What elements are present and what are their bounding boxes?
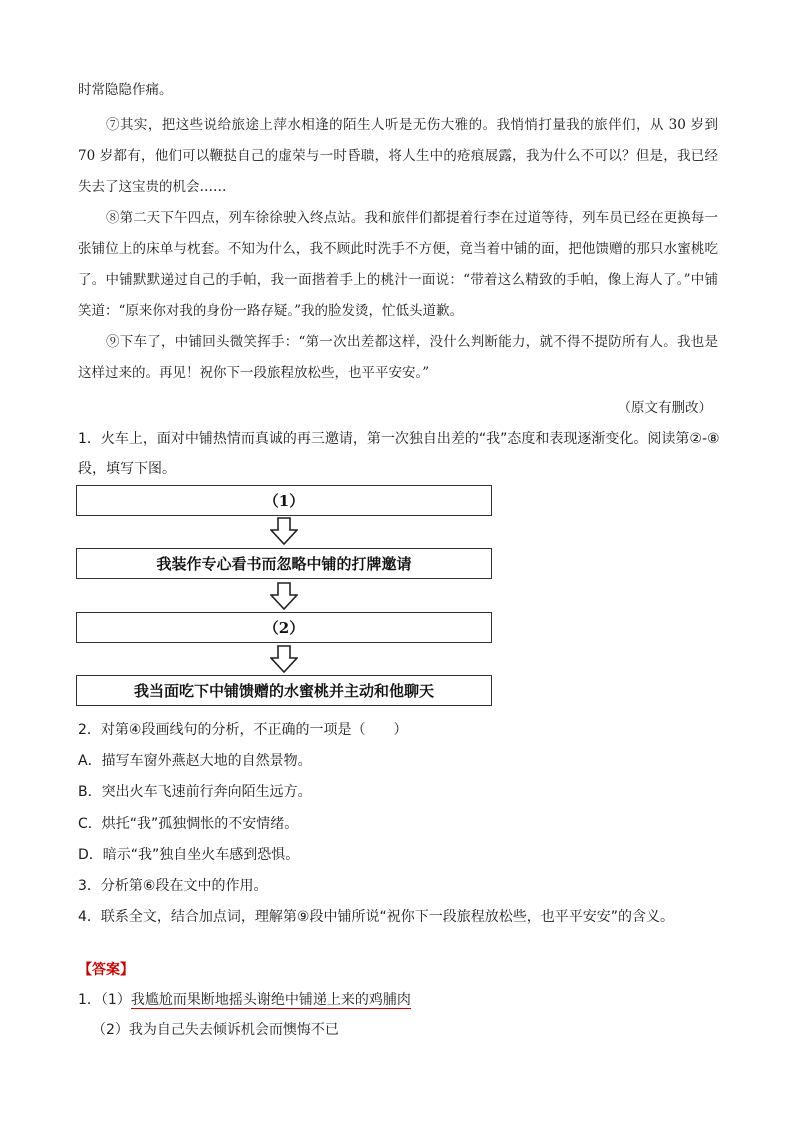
source-note: （原文有删改） [617,400,712,416]
passage-paragraph-9: ⑨下车了，中铺回头微笑挥手：“第一次出差都这样，没什么判断能力，就不得不提防所有人。我也是这样过来的。再见！祝你下一段旅程放松些，也平平安安。” [78,334,718,381]
passage-paragraph-8: ⑧第二天下午四点，列车徐徐驶入终点站。我和旅伴们都提着行李在过道等待，列车员已经在更换每一张铺位上的床单与枕套。不知为什么，我不顾此时洗手不方便，竟当着中铺的面，把他馈赠的那只水蜜桃吃了。中铺默默递过自己的手帕，我一面揩着手上的桃汁一面说：“带着这么精致的手帕，像上海人了。”中铺笑道：“原来你对我的身份一路存疑。”我的脸发烫，忙低头道歉。 [78,210,718,319]
question-2: 2．对第④段画线句的分析，不正确的一项是（ ） [78,722,408,738]
answer-heading: 【答案】 [78,962,134,978]
answer-1-prefix: 1．（1） [78,992,131,1008]
down-arrow-icon [270,517,298,545]
question-1-line-1: 1．火车上，面对中铺热情而真诚的再三邀请，第一次独自出差的“我”态度和表现逐渐变化。阅读第②-⑧ [78,431,720,447]
question-2-option-a: A．描写车窗外燕赵大地的自然景物。 [78,753,312,769]
question-1-line-2: 段，填写下图。 [78,461,176,477]
question-2-option-d: D．暗示“我”独自坐火车感到恐惧。 [78,847,300,863]
passage-paragraph-7: ⑦其实，把这些说给旅途上萍水相逢的陌生人听是无伤大雅的。我悄悄打量我的旅伴们，从 30 岁到 70 岁都有，他们可以鞭挞自己的虚荣与一时昏聩，将人生中的疮痕展露，我为什么不可以？但是，我已经失去了这宝贵的机会…… [78,117,718,195]
question-2-option-b: B．突出火车飞速前行奔向陌生远方。 [78,784,312,800]
question-4: 4．联系全文，结合加点词，理解第⑨段中铺所说“祝你下一段旅程放松些，也平平安安”的含义。 [78,909,674,925]
answer-2-row [92,1019,339,1039]
question-3: 3．分析第⑥段在文中的作用。 [78,878,268,894]
question-2-option-c: C．烘托“我”孤独惆怅的不安情绪。 [78,816,299,832]
flow-box-1: （1） [76,485,492,516]
passage-line-0: 时常隐隐作痛。 [78,82,173,98]
answer-1-text: 我尴尬而果断地摇头谢绝中铺递上来的鸡脯肉 [130,992,411,1008]
flow-box-3: （2） [76,612,492,643]
flow-box-4: 我当面吃下中铺馈赠的水蜜桃并主动和他聊天 [76,675,492,706]
flow-box-2: 我装作专心看书而忽略中铺的打牌邀请 [76,548,492,579]
down-arrow-icon [270,645,298,673]
answer-2-text: 我为自己失去倾诉机会而懊悔不已 [128,1022,339,1038]
answer-1-row [78,989,411,1009]
down-arrow-icon [270,582,298,610]
answer-2-prefix: （2） [92,1022,129,1038]
